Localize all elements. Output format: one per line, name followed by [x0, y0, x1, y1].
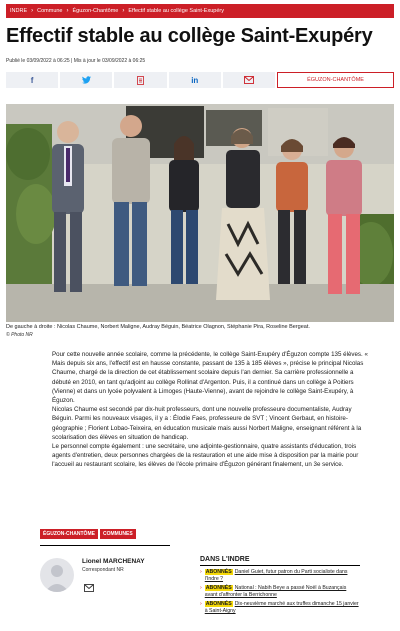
breadcrumb [6, 4, 394, 18]
linkedin-icon: in [191, 75, 199, 85]
article-paragraph: Le personnel compte également : une secrétaire, une adjointe-gestionnaire, quatre assistants d'éducation, trois agents d'entretien, deux personnes chargées de la restauration et une aide mise à disposition par la mairie pour l'accueil au restaurant scolaire, les élèves de l'école primaire d'Éguzon générant finalement, un 3e service. [52, 443, 359, 469]
subscriber-badge: ABONNÉS [205, 569, 232, 575]
breadcrumb-item-current: Effectif stable au collège Saint-Exupéry [128, 8, 224, 14]
publish-meta: Publié le 03/09/2022 à 06:25 | Mis à jour le 03/09/2022 à 06:25 [6, 58, 146, 64]
article-tags [40, 529, 136, 539]
share-facebook-button[interactable] [6, 72, 58, 88]
breadcrumb-separator: › [122, 8, 125, 14]
share-twitter-button[interactable] [60, 72, 112, 88]
author-card [40, 556, 190, 606]
article-paragraph: Pour cette nouvelle année scolaire, comme la précédente, le collège Saint-Exupéry d'Éguzon compte 135 élèves. « Mais depuis six ans, l'effectif est en hausse constante, passant de 135 à 185 élèves », précise le principal Nicolas Chaume, chargé de la direction de cet établissement scolaire depuis l'an dernier. Sa carrière professionnelle a débuté en 2010, en tant qu'adjoint au collège Rollinat d'Argenton. Puis, il a continué dans un collège à Poitiers (Vienne) et dans un lycée polyvalent à Limoges (Haute-Vienne), avant de rejoindre le collège Saint-Exupéry, à Éguzon. [52, 351, 368, 405]
facebook-icon: f [30, 75, 34, 85]
share-linkedin-button[interactable] [169, 72, 221, 88]
chevron-right-icon: › [200, 601, 202, 608]
subscriber-badge: ABONNÉS [205, 601, 232, 608]
related-title: DANS L'INDRE [200, 556, 360, 566]
user-icon [40, 558, 74, 592]
document-icon [137, 76, 144, 85]
share-bar [6, 72, 394, 88]
chevron-right-icon: › [200, 569, 202, 575]
related-item[interactable] [200, 601, 360, 614]
author-role: Correspondant NR [82, 567, 124, 573]
avatar [40, 558, 74, 592]
subscriber-badge: ABONNÉS [205, 585, 232, 592]
photo-credit: © Photo NR [6, 332, 33, 338]
divider [40, 545, 170, 546]
related-link[interactable]: National : Nabih Beye a passé Noël à Buzançais avant d'affronter la Berrichonne [204, 585, 347, 598]
article-paragraph: Nicolas Chaume est secondé par dix-huit professeurs, dont une nouvelle professeure documentaliste, Audray Béguin. Parmi les nouveaux visages, il y a : Élodie Faes, professeure de SVT ; Vincent Gerbaut, en histoire-géographie ; Florient Lobao-Teixeira, en éducation musicale mais aussi Norbert Maligne, enseignant référent à la scolarisation des élèves en situation de handicap. [52, 406, 362, 441]
page-title: Effectif stable au collège Saint-Exupéry [6, 25, 373, 47]
breadcrumb-item-indre[interactable]: INDRE [10, 8, 28, 14]
chevron-right-icon: › [200, 585, 202, 592]
breadcrumb-separator: › [66, 8, 69, 14]
related-articles [200, 556, 360, 618]
breadcrumb-separator: › [31, 8, 34, 14]
photo-caption: De gauche à droite : Nicolas Chaume, Norbert Maligne, Audray Béguin, Béatrice Olagnon, Stéphanie Pira, Roseline Bergeat. [6, 324, 310, 330]
related-item[interactable] [200, 569, 360, 582]
share-print-button[interactable] [114, 72, 166, 88]
related-link[interactable]: Daniel Guiet, futur patron du Parti socialiste dans l'Indre ? [204, 569, 348, 582]
related-item[interactable] [200, 585, 360, 598]
share-tag-label: ÉGUZON-CHANTÔME [307, 77, 364, 83]
twitter-icon [82, 76, 91, 84]
article-body [52, 350, 370, 470]
tag-eguzon[interactable]: ÉGUZON-CHANTÔME [40, 529, 98, 539]
article-photo [6, 104, 394, 322]
author-name[interactable]: Lionel MARCHENAY [82, 558, 145, 565]
tag-communes[interactable]: COMMUNES [100, 529, 136, 539]
group-photo-image [6, 104, 394, 322]
share-email-button[interactable] [223, 72, 275, 88]
mail-icon[interactable] [84, 584, 94, 592]
related-link[interactable]: Dix-neuvième marché aux truffes dimanche 15 janvier à Saint-Aigny [204, 601, 359, 614]
breadcrumb-item-commune[interactable]: Commune [37, 8, 63, 14]
share-tag-link[interactable] [277, 72, 394, 88]
email-icon [244, 76, 254, 84]
breadcrumb-item-town[interactable]: Éguzon-Chantôme [72, 8, 119, 14]
